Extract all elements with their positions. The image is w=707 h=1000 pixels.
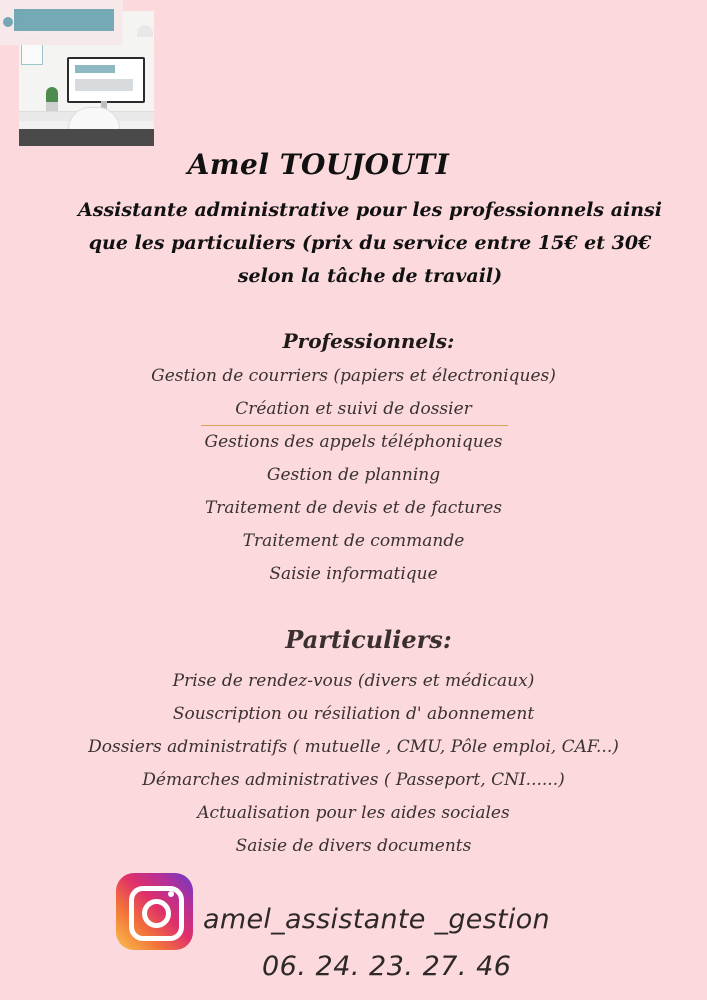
- decorative-underline: [201, 425, 508, 426]
- list-item: Création et suivi de dossier: [235, 399, 472, 419]
- list-item: Gestion de courriers (papiers et électroniques): [151, 366, 556, 386]
- logo-bar: [14, 9, 114, 31]
- lamp-shape: [137, 25, 153, 37]
- list-item: Dossiers administratifs ( mutuelle , CMU, Pôle emploi, CAF...): [88, 737, 619, 757]
- subtitle-line-1: Assistante administrative pour les professionnels ainsi: [78, 199, 662, 221]
- list-item: Gestion de planning: [266, 465, 441, 485]
- list-item: Saisie de divers documents: [235, 836, 472, 856]
- phone-number[interactable]: 06. 24. 23. 27. 46: [262, 951, 512, 982]
- instagram-handle[interactable]: amel_assistante _gestion: [203, 904, 550, 935]
- instagram-flash: [168, 891, 174, 897]
- list-item: Démarches administratives ( Passeport, CNI......): [142, 770, 565, 790]
- list-item: Prise de rendez-vous (divers et médicaux): [172, 671, 535, 691]
- list-item: Gestions des appels téléphoniques: [204, 432, 503, 452]
- list-item: Saisie informatique: [269, 564, 438, 584]
- instagram-lens: [142, 899, 171, 928]
- professionnels-heading: Professionnels:: [282, 329, 455, 353]
- subtitle-line-3: selon la tâche de travail): [237, 265, 503, 287]
- service-description: [30, 194, 707, 293]
- list-item: Actualisation pour les aides sociales: [197, 803, 510, 823]
- plant-shape: [46, 87, 58, 103]
- list-item: Traitement de devis et de factures: [204, 498, 503, 518]
- instagram-icon[interactable]: [116, 873, 193, 950]
- list-item: Traitement de commande: [242, 531, 465, 551]
- particuliers-heading: Particuliers:: [285, 625, 452, 654]
- particuliers-list: [0, 665, 707, 863]
- person-name: Amel TOUJOUTI: [187, 148, 450, 181]
- subtitle-line-2: que les particuliers (prix du service entre 15€ et 30€: [88, 232, 652, 254]
- professionnels-list: [0, 360, 707, 591]
- logo-dot: [3, 17, 13, 27]
- computer-monitor: [67, 57, 145, 103]
- floor-shape: [19, 129, 154, 146]
- list-item: Souscription ou résiliation d' abonnement: [172, 704, 535, 724]
- brand-logo: [0, 0, 123, 45]
